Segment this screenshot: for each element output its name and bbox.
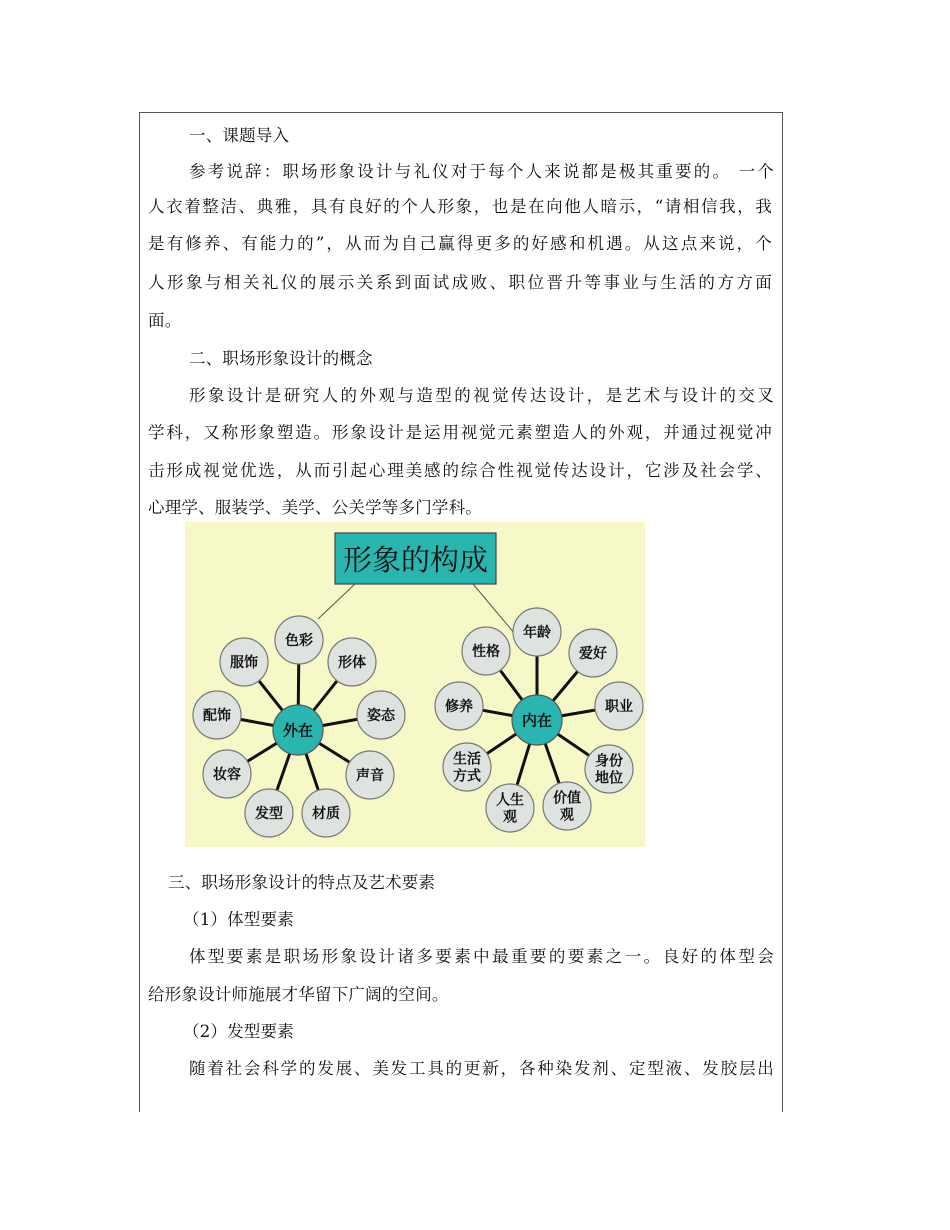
inner-center-label: 内在 [521, 711, 553, 730]
section3-sub2-para-line-1: 随着社会科学的发展、美发工具的更新，各种染发剂、定型液、发胶层出 [189, 1059, 774, 1078]
section1-para-line-4: 人形象与相关礼仪的展示关系到面试成败、职位晋升等事业与生活的方方面 [148, 273, 772, 292]
outer-petal-label: 形体 [338, 655, 366, 672]
section3-sub1-heading: （1）体型要素 [183, 910, 294, 929]
inner-petal-label: 价值观 [553, 790, 581, 824]
section2-para-line-3: 击形成视觉优选，从而引起心理美感的综合性视觉传达设计，它涉及社会学、 [148, 461, 772, 480]
inner-petal-label: 身份地位 [595, 753, 623, 787]
outer-petal-label: 服饰 [230, 655, 258, 672]
section3-sub2-heading: （2）发型要素 [183, 1022, 294, 1041]
section1-para-line-3: 是有修养、有能力的”，从而为自己赢得更多的好感和机遇。从这点来说，个 [148, 234, 772, 253]
section3-heading: 三、职场形象设计的特点及艺术要素 [168, 873, 436, 892]
inner-petal-label: 人生观 [496, 792, 524, 826]
outer-petal-label: 声音 [356, 768, 384, 785]
section2-heading: 二、职场形象设计的概念 [189, 349, 373, 368]
inner-petal-label: 职业 [605, 699, 633, 716]
diagram-connector-outer [318, 584, 355, 619]
outer-petal-label: 妆容 [213, 767, 241, 784]
outer-petal-label: 色彩 [285, 633, 313, 650]
outer-petal-label: 材质 [312, 806, 340, 823]
section2-para-line-4: 心理学、服装学、美学、公关学等多门学科。 [148, 498, 482, 517]
section1-heading: 一、课题导入 [189, 126, 290, 145]
inner-petal-label: 爱好 [579, 646, 607, 663]
section1-para-line-1: 参考说辞：职场形象设计与礼仪对于每个人来说都是极其重要的。 一个 [189, 162, 774, 181]
section2-para-line-2: 学科，又称形象塑造。形象设计是运用视觉元素塑造人的外观，并通过视觉冲 [148, 423, 772, 442]
image-composition-diagram [185, 522, 645, 847]
outer-petal-label: 配饰 [203, 708, 231, 725]
outer-petal-label: 姿态 [367, 708, 395, 725]
section2-para-line-1: 形象设计是研究人的外观与造型的视觉传达设计，是艺术与设计的交叉 [189, 386, 774, 405]
diagram-connector-inner [473, 584, 515, 634]
section1-para-line-2: 人衣着整洁、典雅，具有良好的个人形象，也是在向他人暗示，“请相信我，我 [148, 197, 772, 216]
inner-petal-label: 年龄 [523, 625, 551, 642]
inner-petal-label: 修养 [445, 699, 473, 716]
outer-petal-label: 发型 [255, 806, 283, 823]
section3-sub1-para-line-2: 给形象设计师施展才华留下广阔的空间。 [148, 985, 449, 1004]
inner-petal-label: 生活方式 [453, 751, 481, 785]
section3-sub1-para-line-1: 体型要素是职场形象设计诸多要素中最重要的要素之一。良好的体型会 [189, 947, 774, 966]
section1-para-line-5: 面。 [148, 311, 182, 330]
diagram-title: 形象的构成 [342, 543, 489, 577]
outer-center-label: 外在 [282, 721, 314, 740]
inner-petal-label: 性格 [472, 644, 500, 661]
